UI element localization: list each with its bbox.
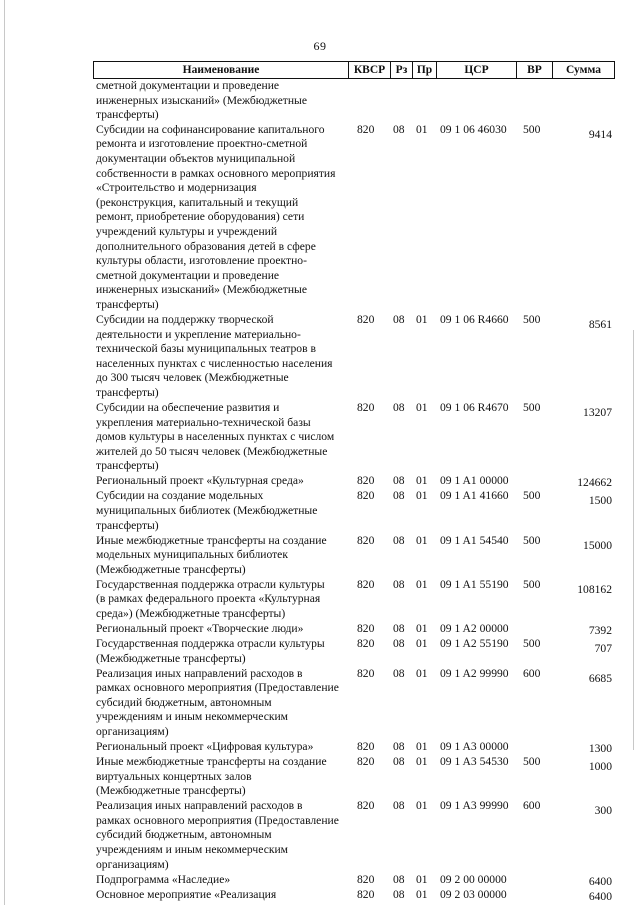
header-kvsr: КВСР	[349, 62, 391, 78]
row-name-line: виртуальных концертных залов	[96, 769, 252, 783]
row-name-line: Региональный проект «Культурная среда»	[96, 474, 304, 488]
table-header	[93, 61, 615, 79]
row-csr: 09 1 A1 54540	[440, 533, 509, 547]
row-kvsr: 820	[357, 622, 375, 635]
row-name-line: трансферты)	[96, 297, 159, 311]
row-vr: 500	[523, 637, 541, 650]
row-name	[96, 667, 344, 740]
row-csr: 09 1 A2 99990	[440, 666, 509, 680]
row-name-line: субсидий бюджетным, автономным	[96, 695, 272, 709]
row-name	[96, 637, 344, 666]
row-pr: 01	[416, 474, 428, 488]
row-name	[96, 873, 344, 888]
row-name-line: населенных пунктах с численностью населения	[96, 356, 333, 370]
row-csr: 09 1 06 R4670	[440, 401, 509, 414]
row-pr: 01	[416, 122, 428, 136]
row-name-line: Субсидии на поддержку творческой	[96, 313, 274, 326]
table-row	[93, 79, 615, 123]
row-csr: 09 1 A1 41660	[440, 489, 509, 503]
row-csr: 09 1 A3 54530	[440, 755, 509, 768]
header-name: Наименование	[93, 62, 349, 78]
table-row	[93, 799, 615, 872]
row-rz: 08	[393, 666, 405, 680]
row-name-line: учреждений культуры и учреждений	[96, 224, 278, 238]
row-kvsr: 820	[357, 740, 375, 753]
row-sum: 6400	[588, 874, 612, 888]
row-pr: 01	[416, 577, 428, 591]
row-pr: 01	[416, 533, 428, 547]
row-name-line: укрепления материально-технической базы	[96, 415, 311, 429]
row-name-line: сметной документации и проведение	[96, 79, 280, 92]
row-name-line: (в рамках федерального проекта «Культурная	[96, 592, 321, 606]
row-name-line: Подпрограмма «Наследие»	[96, 872, 231, 886]
table-row	[93, 888, 615, 903]
row-name	[96, 622, 344, 637]
row-name-line: рамках основного мероприятия (Предоставление	[96, 681, 339, 695]
row-name-line: (реконструкция, капитальный и текущий	[96, 195, 299, 209]
table-row	[93, 401, 615, 474]
page-number: 69	[313, 39, 327, 53]
row-vr: 500	[523, 489, 541, 503]
row-sum: 8561	[588, 318, 612, 331]
header-vr: ВР	[517, 62, 553, 78]
table-row	[93, 313, 615, 401]
row-pr: 01	[416, 637, 428, 650]
row-name-line: среда») (Межбюджетные трансферты)	[96, 606, 286, 620]
row-csr: 09 1 A1 55190	[440, 577, 509, 591]
row-rz: 08	[393, 740, 405, 753]
row-vr: 600	[523, 666, 541, 680]
row-rz: 08	[393, 577, 405, 591]
row-name	[96, 799, 344, 872]
row-csr: 09 2 03 00000	[440, 887, 507, 901]
row-pr: 01	[416, 755, 428, 768]
row-name-line: учреждениям и иным некоммерческим	[96, 710, 289, 724]
row-name-line: «Строительство и модернизация	[96, 181, 257, 195]
row-name-line: Иные межбюджетные трансферты на создание	[96, 533, 327, 547]
scan-edge-left	[4, 0, 5, 905]
table-row	[93, 123, 615, 313]
row-name-line: инженерных изысканий» (Межбюджетные	[96, 283, 307, 297]
row-name-line: ремонта и изготовление проектно-сметной	[96, 137, 308, 151]
row-sum: 7392	[588, 624, 612, 637]
row-name	[96, 740, 344, 755]
row-rz: 08	[393, 622, 405, 635]
row-name-line: Реализация иных направлений расходов в	[96, 666, 303, 680]
row-name-line: трансферты)	[96, 459, 159, 473]
row-name-line: Субсидии на обеспечение развития и	[96, 401, 280, 414]
row-name	[96, 578, 344, 622]
row-sum: 6685	[588, 671, 612, 685]
row-sum: 707	[594, 642, 612, 655]
row-name-line: субсидий бюджетным, автономным	[96, 828, 272, 842]
row-rz: 08	[393, 122, 405, 136]
row-name-line: трансферты)	[96, 385, 159, 399]
row-rz: 08	[393, 755, 405, 768]
row-name	[96, 489, 344, 533]
table-row	[93, 474, 615, 489]
row-name-line: Субсидии на создание модельных	[96, 489, 264, 503]
row-sum: 13207	[583, 406, 612, 419]
row-rz: 08	[393, 887, 405, 901]
row-name-line: собственности в рамках основного мероприятия	[96, 166, 336, 180]
row-kvsr: 820	[357, 872, 375, 886]
row-sum: 1000	[588, 760, 612, 773]
row-kvsr: 820	[357, 401, 375, 414]
row-name	[96, 888, 344, 903]
row-csr: 09 1 A2 55190	[440, 637, 509, 650]
row-vr: 500	[523, 577, 541, 591]
row-name-line: муниципальных библиотек (Межбюджетные	[96, 503, 318, 517]
row-name	[96, 474, 344, 489]
row-rz: 08	[393, 533, 405, 547]
row-vr: 600	[523, 799, 541, 813]
row-name	[96, 313, 344, 401]
row-rz: 08	[393, 489, 405, 503]
row-csr: 09 1 A3 00000	[440, 740, 509, 753]
row-name-line: трансферты)	[96, 108, 159, 122]
row-kvsr: 820	[357, 887, 375, 901]
row-name-line: организациям)	[96, 857, 169, 871]
row-pr: 01	[416, 313, 428, 326]
row-sum: 9414	[588, 127, 612, 141]
row-name-line: Субсидии на софинансирование капитального	[96, 122, 325, 136]
table-row	[93, 637, 615, 666]
row-name-line: организациям)	[96, 724, 169, 738]
row-name-line: Иные межбюджетные трансферты на создание	[96, 755, 327, 768]
row-vr: 500	[523, 755, 541, 768]
row-pr: 01	[416, 872, 428, 886]
table-row	[93, 755, 615, 799]
row-name-line: до 300 тысяч человек (Межбюджетные	[96, 371, 289, 385]
row-csr: 09 1 06 R4660	[440, 313, 509, 326]
row-kvsr: 820	[357, 755, 375, 768]
row-pr: 01	[416, 401, 428, 414]
row-csr: 09 1 A2 00000	[440, 622, 509, 635]
row-name-line: трансферты)	[96, 518, 159, 532]
row-csr: 09 1 A1 00000	[440, 474, 509, 488]
row-kvsr: 820	[357, 533, 375, 547]
row-kvsr: 820	[357, 799, 375, 813]
row-vr: 500	[523, 533, 541, 547]
row-name-line: документации объектов муниципальной	[96, 151, 296, 165]
scan-edge-right	[633, 330, 634, 750]
row-name-line: жителей до 50 тысяч человек (Межбюджетные	[96, 444, 328, 458]
row-kvsr: 820	[357, 666, 375, 680]
header-pr: Пр	[413, 62, 437, 78]
table-row	[93, 740, 615, 755]
row-csr: 09 1 06 46030	[440, 122, 507, 136]
row-name-line: Основное мероприятие «Реализация	[96, 887, 277, 901]
row-name-line: технической базы муниципальных театров в	[96, 342, 316, 356]
row-name-line: (Межбюджетные трансферты)	[96, 784, 246, 798]
row-sum: 124662	[577, 476, 612, 490]
row-pr: 01	[416, 666, 428, 680]
table-row	[93, 622, 615, 637]
row-pr: 01	[416, 489, 428, 503]
row-name-line: Государственная поддержка отрасли культуры	[96, 577, 325, 591]
row-kvsr: 820	[357, 122, 375, 136]
row-kvsr: 820	[357, 313, 375, 326]
row-name-line: рамках основного мероприятия (Предоставление	[96, 813, 339, 827]
row-pr: 01	[416, 622, 428, 635]
row-sum: 1300	[588, 742, 612, 755]
row-kvsr: 820	[357, 637, 375, 650]
row-pr: 01	[416, 799, 428, 813]
row-name	[96, 401, 344, 474]
row-kvsr: 820	[357, 577, 375, 591]
row-name-line: деятельности и укрепление материально-	[96, 327, 301, 341]
row-rz: 08	[393, 799, 405, 813]
row-rz: 08	[393, 313, 405, 326]
row-name-line: культуры области, изготовление проектно-	[96, 254, 307, 268]
row-pr: 01	[416, 887, 428, 901]
row-rz: 08	[393, 872, 405, 886]
row-name	[96, 534, 344, 578]
row-name	[96, 123, 344, 313]
row-name-line: Региональный проект «Творческие люди»	[96, 622, 304, 635]
row-pr: 01	[416, 740, 428, 753]
row-name	[96, 79, 344, 123]
row-sum: 1500	[588, 494, 612, 508]
row-kvsr: 820	[357, 474, 375, 488]
header-sum: Сумма	[553, 62, 615, 78]
table-row	[93, 578, 615, 622]
row-name-line: инженерных изысканий» (Межбюджетные	[96, 93, 307, 107]
row-name-line: сметной документации и проведение	[96, 268, 280, 282]
header-csr: ЦСР	[437, 62, 517, 78]
row-name-line: (Межбюджетные трансферты)	[96, 562, 246, 576]
row-vr: 500	[523, 401, 541, 414]
table-row	[93, 667, 615, 740]
row-name-line: учреждениям и иным некоммерческим	[96, 842, 289, 856]
row-sum: 300	[594, 804, 612, 818]
row-name-line: модельных муниципальных библиотек	[96, 548, 288, 562]
row-sum: 15000	[583, 538, 612, 552]
row-sum: 108162	[577, 582, 612, 596]
row-csr: 09 2 00 00000	[440, 872, 507, 886]
table-row	[93, 873, 615, 888]
row-csr: 09 1 A3 99990	[440, 799, 509, 813]
table-row	[93, 489, 615, 533]
header-rz: Рз	[391, 62, 413, 78]
row-vr: 500	[523, 122, 541, 136]
row-kvsr: 820	[357, 489, 375, 503]
row-name-line: Региональный проект «Цифровая культура»	[96, 740, 314, 753]
row-name-line: (Межбюджетные трансферты)	[96, 651, 246, 665]
row-rz: 08	[393, 474, 405, 488]
row-name-line: дополнительного образования детей в сфере	[96, 239, 316, 253]
row-rz: 08	[393, 401, 405, 414]
row-name-line: Государственная поддержка отрасли культуры	[96, 637, 325, 650]
row-rz: 08	[393, 637, 405, 650]
row-name-line: Реализация иных направлений расходов в	[96, 799, 303, 813]
row-name-line: ремонт, приобретение оборудования) сети	[96, 210, 305, 224]
row-sum: 6400	[588, 889, 612, 903]
row-name-line: домов культуры в населенных пунктах с числом	[96, 430, 335, 444]
table-row	[93, 534, 615, 578]
row-vr: 500	[523, 313, 541, 326]
row-name	[96, 755, 344, 799]
